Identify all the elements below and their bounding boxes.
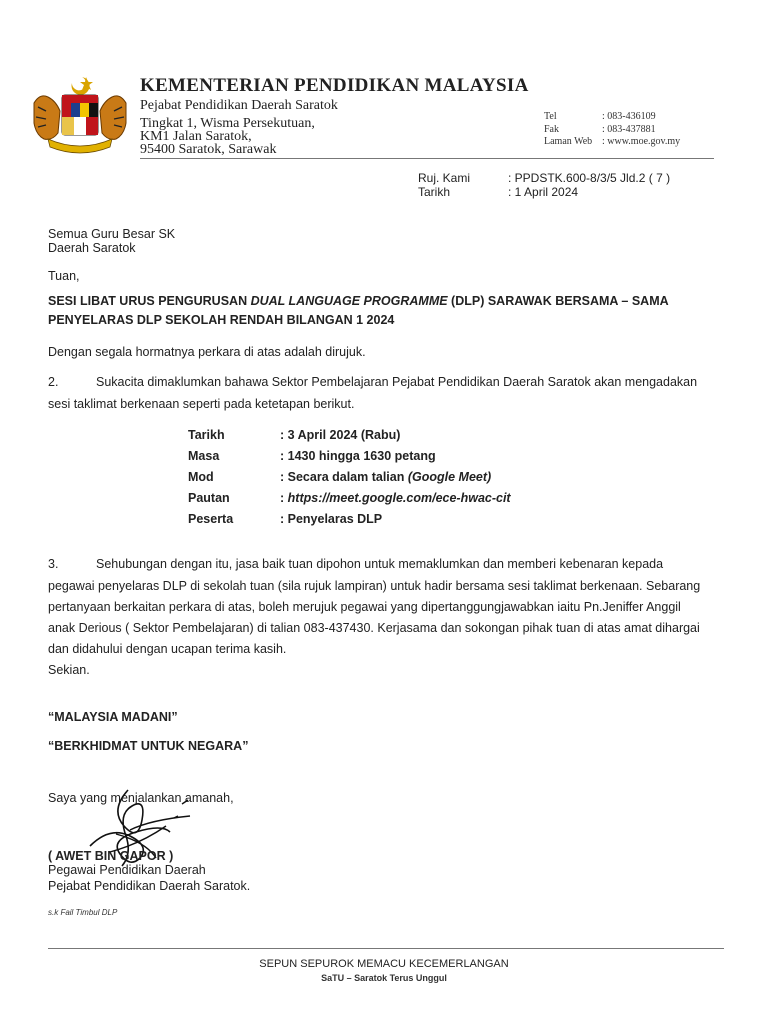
address-line: Pejabat Pendidikan Daerah Saratok (140, 98, 338, 113)
date-value: : 1 April 2024 (508, 185, 579, 199)
ministry-name: KEMENTERIAN PENDIDIKAN MALAYSIA (140, 75, 529, 96)
footer-tagline: SaTU – Saratok Terus Unggul (321, 973, 447, 983)
para3-line: Sehubungan dengan itu, jasa baik tuan dipohon untuk memaklumkan dan memberi kebenaran kepada (96, 557, 664, 571)
address-line: Tingkat 1, Wisma Persekutuan, (140, 116, 315, 131)
recipient-line: Daerah Saratok (48, 241, 136, 255)
subject-line-1: SESI LIBAT URUS PENGURUSAN DUAL LANGUAGE PROGRAMME (DLP) SARAWAK BERSAMA – SAMA (48, 294, 669, 308)
date-label: Tarikh (418, 185, 451, 199)
footer-divider (48, 948, 724, 949)
malaysia-coat-of-arms-icon (28, 73, 132, 155)
para-number: 2. (48, 375, 59, 389)
signoff-line: Saya yang menjalankan amanah, (48, 791, 234, 805)
web-value: : www.moe.gov.my (602, 136, 681, 147)
detail-label-pautan: Pautan (188, 491, 230, 505)
address-line: 95400 Saratok, Sarawak (140, 142, 277, 157)
detail-label-tarikh: Tarikh (188, 428, 225, 442)
tel-value: : 083-436109 (602, 111, 656, 122)
slogan-malaysia-madani: “MALAYSIA MADANI” (48, 710, 178, 724)
web-label: Laman Web (544, 136, 593, 147)
detail-label-peserta: Peserta (188, 512, 234, 526)
signatory-name: ( AWET BIN GAPOR ) (48, 849, 174, 863)
detail-value-peserta: : Penyelaras DLP (280, 512, 383, 526)
para3-line: pegawai penyelaras DLP di sekolah tuan (sila rujuk lampiran) untuk hadir bersama sesi taklimat berkenaan. Sebarang (48, 579, 701, 593)
signatory-office: Pejabat Pendidikan Daerah Saratok. (48, 879, 251, 893)
recipient-line: Semua Guru Besar SK (48, 227, 176, 241)
tel-label: Tel (544, 111, 557, 122)
detail-label-masa: Masa (188, 449, 220, 463)
address-line: KM1 Jalan Saratok, (140, 129, 252, 144)
slogan-berkhidmat: “BERKHIDMAT UNTUK NEGARA” (48, 739, 249, 753)
ref-label: Ruj. Kami (418, 171, 471, 185)
detail-value-tarikh: : 3 April 2024 (Rabu) (280, 428, 401, 442)
signatory-title: Pegawai Pendidikan Daerah (48, 863, 206, 877)
fax-label: Fak (544, 124, 559, 135)
para2-line: sesi taklimat berkenaan seperti pada ketetapan berikut. (48, 397, 355, 411)
detail-label-mod: Mod (188, 470, 214, 484)
subject-line-2: PENYELARAS DLP SEKOLAH RENDAH BILANGAN 1 2024 (48, 313, 395, 327)
header-divider (140, 158, 714, 159)
detail-value-mod: : Secara dalam talian (Google Meet) (280, 470, 492, 484)
para2-line: Sukacita dimaklumkan bahawa Sektor Pembelajaran Pejabat Pendidikan Daerah Saratok akan mengadakan (96, 375, 698, 389)
opening-line: Dengan segala hormatnya perkara di atas adalah dirujuk. (48, 345, 366, 359)
footer-motto: SEPUN SEPUROK MEMACU KECEMERLANGAN (259, 958, 509, 970)
closing: Sekian. (48, 663, 90, 677)
fax-value: : 083-437881 (602, 124, 656, 135)
ref-value: : PPDSTK.600-8/3/5 Jld.2 ( 7 ) (508, 171, 671, 185)
cc-note: s.k Fail Timbul DLP (48, 908, 118, 917)
para3-line: dan didahului dengan ucapan terima kasih. (48, 642, 287, 656)
para3-line: pertanyaan berkaitan perkara di atas, boleh merujuk pegawai yang dipertanggungjawabkan iaitu Pn.Jeniffer Anggil (48, 600, 681, 614)
meeting-link[interactable]: : https://meet.google.com/ece-hwac-cit (280, 491, 511, 505)
detail-value-masa: : 1430 hingga 1630 petang (280, 449, 436, 463)
para-number: 3. (48, 557, 59, 571)
salutation: Tuan, (48, 269, 80, 283)
para3-line: anak Derious ( Sektor Pembelajaran) di talian 083-437430. Kerjasama dan sokongan pihak tuan di atas amat dihargai (48, 621, 700, 635)
